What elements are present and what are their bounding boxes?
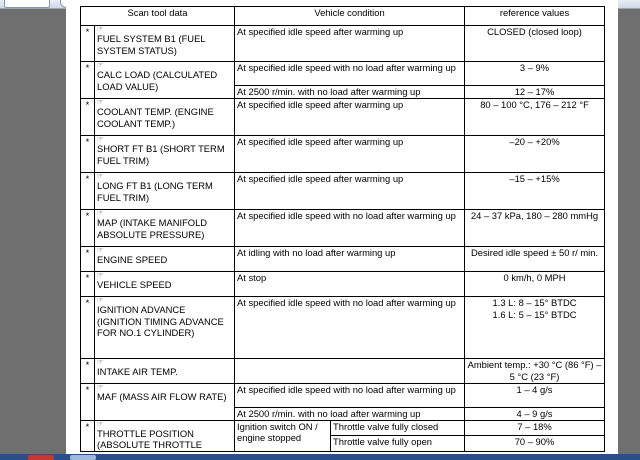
pointing-hand-icon: ☞ — [97, 98, 104, 106]
parameter-name: SHORT FT B1 (SHORT TERM FUEL TRIM) — [97, 142, 225, 166]
mark-cell: * — [81, 383, 95, 420]
parameter-cell — [95, 420, 235, 452]
table-header-row — [81, 7, 605, 26]
pointing-hand-icon: ☞ — [97, 209, 104, 217]
reference-cell: 70 – 90% — [465, 436, 605, 452]
condition-cell: At 2500 r/min. with no load after warming up — [235, 86, 465, 99]
taskbar-app-button[interactable] — [28, 455, 54, 460]
condition-cell: At specified idle speed with no load after warming up — [235, 62, 465, 86]
parameter-name: ENGINE SPEED — [97, 253, 168, 265]
reference-cell: 12 – 17% — [465, 86, 605, 99]
condition-cell: At stop — [235, 271, 465, 296]
table-row — [81, 62, 605, 86]
reference-cell: Desired idle speed ± 50 r/ min. — [465, 246, 605, 271]
reference-value: 1.6 L: 5 – 15° BTDC — [492, 308, 577, 320]
reference-cell: 80 – 100 °C, 176 – 212 °F — [465, 98, 605, 135]
reference-cell: 3 – 9% — [465, 62, 605, 86]
reference-cell — [465, 296, 605, 358]
reference-cell: –15 – +15% — [465, 172, 605, 209]
document-page — [66, 0, 618, 454]
parameter-cell — [95, 296, 235, 358]
pointing-hand-icon: ☞ — [97, 172, 104, 180]
parameter-name: THROTTLE POSITION (ABSOLUTE THROTTLE — [97, 427, 203, 451]
parameter-cell — [95, 271, 235, 296]
table-row — [81, 383, 605, 407]
condition-cell: At specified idle speed after warming up — [235, 26, 465, 62]
scan-tool-data-table — [80, 6, 605, 452]
parameter-name: LONG FT B1 (LONG TERM FUEL TRIM) — [97, 179, 213, 203]
pointing-hand-icon: ☞ — [97, 296, 104, 304]
parameter-cell — [95, 135, 235, 172]
parameter-name: CALC LOAD (CALCULATED LOAD VALUE) — [97, 69, 218, 92]
table-row — [81, 296, 605, 358]
pointing-hand-icon: ☞ — [97, 26, 104, 33]
table-row — [81, 135, 605, 172]
mark-cell: * — [81, 271, 95, 296]
table-row — [81, 246, 605, 271]
reference-cell: 0 km/h, 0 MPH — [465, 271, 605, 296]
parameter-cell — [95, 383, 235, 420]
page-number-input[interactable] — [4, 0, 50, 8]
taskbar-app-button[interactable] — [70, 455, 96, 460]
parameter-cell — [95, 172, 235, 209]
condition-cell: Ignition switch ON / engine stopped — [235, 420, 331, 452]
reference-cell: CLOSED (closed loop) — [465, 26, 605, 62]
reference-cell: 1 – 4 g/s — [465, 383, 605, 407]
parameter-name: MAP (INTAKE MANIFOLD ABSOLUTE PRESSURE) — [97, 216, 208, 240]
reference-cell: 7 – 18% — [465, 420, 605, 436]
parameter-name: COOLANT TEMP. (ENGINE COOLANT TEMP.) — [97, 105, 214, 129]
reference-value: 1.3 L: 8 – 15° BTDC — [492, 296, 577, 308]
sub-condition-cell: Throttle valve fully open — [331, 436, 465, 452]
reference-cell: Ambient temp.: +30 °C (86 °F) –5 °C (23 °F) — [465, 358, 605, 383]
pointing-hand-icon: ☞ — [97, 271, 104, 279]
condition-cell: At specified idle speed with no load after warming up — [235, 383, 465, 407]
condition-cell: At specified idle speed after warming up — [235, 172, 465, 209]
taskbar — [0, 454, 640, 460]
reference-cell: 24 – 37 kPa, 180 – 280 mmHg — [465, 209, 605, 246]
condition-cell: At idling with no load after warming up — [235, 246, 465, 271]
parameter-cell — [95, 26, 235, 62]
header-scan-tool-data: Scan tool data — [81, 7, 235, 26]
pointing-hand-icon: ☞ — [97, 246, 104, 254]
header-reference-values: reference values — [465, 7, 605, 26]
mark-cell: * — [81, 172, 95, 209]
parameter-name: MAF (MASS AIR FLOW RATE) — [97, 390, 227, 402]
parameter-cell — [95, 358, 235, 383]
table-row — [81, 420, 605, 436]
header-vehicle-condition: Vehicle condition — [235, 7, 465, 26]
pointing-hand-icon: ☞ — [97, 135, 104, 143]
table-row — [81, 209, 605, 246]
mark-cell: * — [81, 26, 95, 62]
condition-cell: At specified idle speed after warming up — [235, 98, 465, 135]
table-row — [81, 271, 605, 296]
condition-cell: At specified idle speed after warming up — [235, 135, 465, 172]
sub-condition-cell: Throttle valve fully closed — [331, 420, 465, 436]
pointing-hand-icon: ☞ — [97, 420, 104, 428]
table-row — [81, 26, 605, 62]
parameter-cell — [95, 98, 235, 135]
mark-cell: * — [81, 296, 95, 358]
mark-cell: * — [81, 209, 95, 246]
reference-cell: 4 – 9 g/s — [465, 407, 605, 420]
pointing-hand-icon: ☞ — [97, 383, 104, 391]
table-row — [81, 98, 605, 135]
pointing-hand-icon: ☞ — [97, 62, 104, 69]
table-row — [81, 172, 605, 209]
parameter-cell — [95, 209, 235, 246]
mark-cell: * — [81, 358, 95, 383]
parameter-name: IGNITION ADVANCE (IGNITION TIMING ADVANCE FOR NO.1 CYLINDER) — [97, 303, 224, 339]
pointing-hand-icon: ☞ — [97, 358, 104, 366]
mark-cell: * — [81, 135, 95, 172]
parameter-name: INTAKE AIR TEMP. — [97, 365, 178, 377]
parameter-name: VEHICLE SPEED — [97, 278, 172, 290]
parameter-cell — [95, 246, 235, 271]
condition-cell: At 2500 r/min. with no load after warming up — [235, 407, 465, 420]
reference-cell: –20 – +20% — [465, 135, 605, 172]
parameter-cell — [95, 62, 235, 99]
mark-cell: * — [81, 420, 95, 452]
condition-cell: At specified idle speed with no load after warming up — [235, 209, 465, 246]
table-row — [81, 358, 605, 383]
mark-cell: * — [81, 246, 95, 271]
condition-cell: At specified idle speed with no load after warming up — [235, 296, 465, 358]
mark-cell: * — [81, 62, 95, 99]
condition-cell — [235, 358, 465, 383]
parameter-name: FUEL SYSTEM B1 (FUEL SYSTEM STATUS) — [97, 33, 206, 56]
mark-cell: * — [81, 98, 95, 135]
